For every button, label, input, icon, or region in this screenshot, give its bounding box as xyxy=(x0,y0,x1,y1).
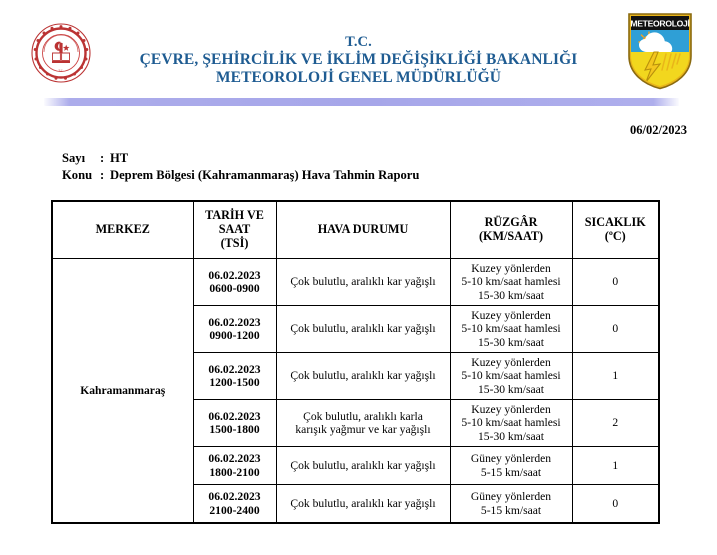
cell-wind-l2: 5-10 km/saat hamlesi xyxy=(461,322,561,336)
cell-tarih-saat xyxy=(193,447,276,485)
cell-sicaklik: 1 xyxy=(572,353,659,400)
title-tc: T.C. xyxy=(345,34,372,50)
document-header xyxy=(0,0,717,108)
column-header-ruzgar-l1: RÜZGÂR xyxy=(484,215,538,230)
cell-tarih-saat xyxy=(193,306,276,353)
cell-wind-l3: 15-30 km/saat xyxy=(477,288,544,302)
meta-row-konu xyxy=(62,167,419,184)
column-header-sicaklik-l2: (ºC) xyxy=(604,229,626,243)
column-header-tarih-saat xyxy=(193,201,276,259)
cell-tarih-saat xyxy=(193,353,276,400)
cell-ruzgar xyxy=(450,259,572,306)
cell-time: 0900-1200 xyxy=(209,329,260,342)
cell-tarih-saat xyxy=(193,259,276,306)
cell-date: 06.02.2023 xyxy=(208,268,261,282)
cell-time: 1500-1800 xyxy=(209,423,260,436)
forecast-table-wrapper xyxy=(51,200,658,524)
cell-wind-l2: 5-10 km/saat hamlesi xyxy=(461,369,561,383)
table-row xyxy=(52,259,659,306)
cell-weather-l1: Çok bulutlu, aralıklı kar yağışlı xyxy=(290,322,436,336)
cell-weather-l2: karışık yağmur ve kar yağışlı xyxy=(295,423,431,436)
cell-wind-l3: 15-30 km/saat xyxy=(477,429,544,443)
document-meta xyxy=(62,150,419,185)
cell-sicaklik: 0 xyxy=(572,259,659,306)
column-header-merkez xyxy=(52,201,193,259)
cell-hava-durumu xyxy=(276,306,450,353)
column-header-merkez-l1: MERKEZ xyxy=(95,222,150,237)
cell-wind-l2: 5-10 km/saat hamlesi xyxy=(461,275,561,289)
cell-hava-durumu xyxy=(276,447,450,485)
cell-merkez: Kahramanmaraş xyxy=(52,259,193,524)
cell-weather-l1: Çok bulutlu, aralıklı kar yağışlı xyxy=(290,275,436,289)
cell-wind-l3: 15-30 km/saat xyxy=(477,335,544,349)
cell-wind-l2: 5-10 km/saat hamlesi xyxy=(461,416,561,430)
cell-wind-l2: 5-15 km/saat xyxy=(480,465,542,479)
forecast-table xyxy=(51,200,660,524)
sayi-separator: : xyxy=(100,151,105,165)
cell-ruzgar xyxy=(450,485,572,524)
title-ministry: ÇEVRE, ŞEHİRCİLİK VE İKLİM DEĞİŞİKLİĞİ BAKANLIĞI xyxy=(139,51,578,69)
column-header-sicaklik-l1: SICAKLIK xyxy=(584,215,646,230)
column-header-ruzgar xyxy=(450,201,572,259)
svg-text:METEOROLOJİ: METEOROLOJİ xyxy=(630,18,690,29)
cell-wind-l1: Kuzey yönlerden xyxy=(471,308,551,322)
cell-hava-durumu xyxy=(276,353,450,400)
cell-time: 1200-1500 xyxy=(209,376,260,389)
cell-weather-l1: Çok bulutlu, aralıklı kar yağışlı xyxy=(290,458,436,472)
forecast-table-body xyxy=(52,259,659,524)
ministry-title-block xyxy=(110,34,607,88)
meteoroloji-shield-icon xyxy=(627,12,693,90)
cell-tarih-saat xyxy=(193,400,276,447)
cell-wind-l1: Kuzey yönlerden xyxy=(471,355,551,369)
cell-ruzgar xyxy=(450,447,572,485)
cell-ruzgar xyxy=(450,353,572,400)
svg-text:T.C.: T.C. xyxy=(58,68,64,73)
column-header-hava-durumu xyxy=(276,201,450,259)
cell-wind-l1: Kuzey yönlerden xyxy=(471,402,551,416)
cell-ruzgar xyxy=(450,306,572,353)
cell-ruzgar xyxy=(450,400,572,447)
column-header-tarih-l3: (TSİ) xyxy=(220,235,249,250)
turkish-republic-emblem-icon xyxy=(30,22,92,84)
cell-date: 06.02.2023 xyxy=(208,315,261,329)
cell-wind-l1: Kuzey yönlerden xyxy=(471,261,551,275)
sayi-value: HT xyxy=(110,151,129,165)
column-header-tarih-l1: TARİH VE xyxy=(205,208,264,223)
cell-sicaklik: 1 xyxy=(572,447,659,485)
forecast-table-head xyxy=(52,201,659,259)
document-date: 06/02/2023 xyxy=(630,123,687,137)
cell-weather-l1: Çok bulutlu, aralıklı karla xyxy=(303,409,423,423)
cell-sicaklik: 2 xyxy=(572,400,659,447)
cell-hava-durumu xyxy=(276,400,450,447)
cell-wind-l2: 5-15 km/saat xyxy=(480,503,542,517)
cell-sicaklik: 0 xyxy=(572,306,659,353)
meta-row-sayi xyxy=(62,150,419,167)
sayi-label: Sayı xyxy=(62,151,86,165)
cell-time: 1800-2100 xyxy=(209,465,260,479)
cell-weather-l1: Çok bulutlu, aralıklı kar yağışlı xyxy=(290,496,436,510)
cell-date: 06.02.2023 xyxy=(208,409,261,423)
cell-date: 06.02.2023 xyxy=(208,490,261,504)
konu-label: Konu xyxy=(62,168,93,183)
header-divider-bar xyxy=(44,98,679,106)
cell-hava-durumu xyxy=(276,485,450,524)
cell-weather-l1: Çok bulutlu, aralıklı kar yağışlı xyxy=(290,369,436,383)
cell-time: 2100-2400 xyxy=(209,503,260,517)
column-header-sicaklik xyxy=(572,201,659,259)
cell-wind-l3: 15-30 km/saat xyxy=(477,382,544,396)
column-header-ruzgar-l2: (KM/SAAT) xyxy=(478,229,544,243)
column-header-tarih-l2: SAAT xyxy=(218,222,251,237)
cell-time: 0600-0900 xyxy=(209,282,260,295)
cell-date: 06.02.2023 xyxy=(208,452,261,466)
title-directorate: METEOROLOJİ GENEL MÜDÜRLÜĞÜ xyxy=(215,69,502,87)
cell-wind-l1: Güney yönlerden xyxy=(470,490,552,504)
cell-tarih-saat xyxy=(193,485,276,524)
cell-sicaklik: 0 xyxy=(572,485,659,524)
cell-hava-durumu xyxy=(276,259,450,306)
table-header-row xyxy=(52,201,659,259)
konu-value: Deprem Bölgesi (Kahramanmaraş) Hava Tahmin Raporu xyxy=(110,168,420,183)
column-header-hava-l1: HAVA DURUMU xyxy=(317,222,409,237)
cell-wind-l1: Güney yönlerden xyxy=(470,452,552,466)
konu-separator: : xyxy=(100,168,105,183)
cell-date: 06.02.2023 xyxy=(208,362,261,376)
